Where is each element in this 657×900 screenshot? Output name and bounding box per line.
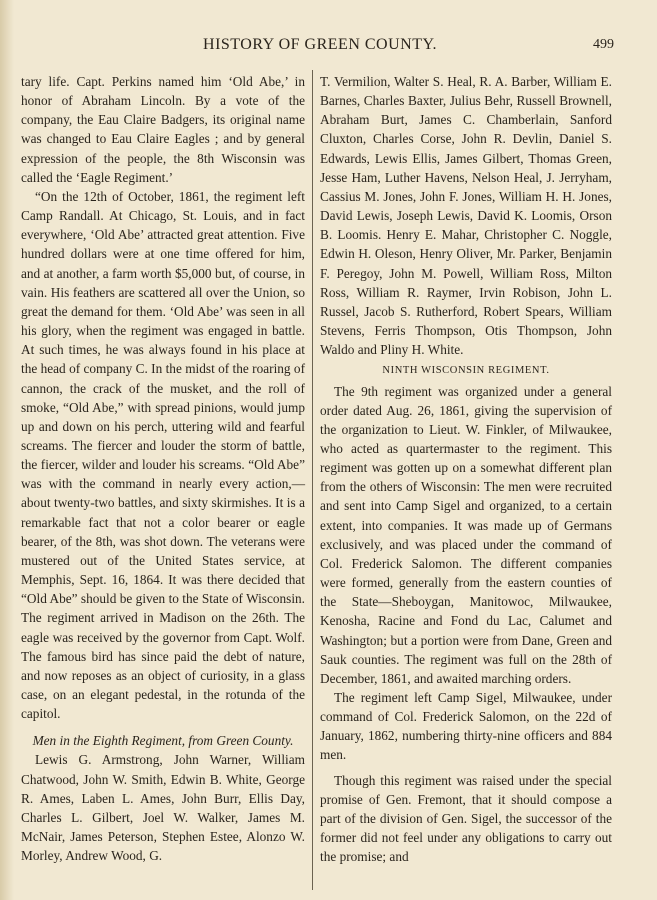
right-paragraph-4: Though this regiment was raised under the special promise of Gen. Fremont, that it should compose a part of the division of Gen. Sigel, the successor of the former did not feel under any obligations to carry out the promise; and [320, 772, 612, 865]
right-paragraph-1: T. Vermilion, Walter S. Heal, R. A. Barber, William E. Barnes, Charles Baxter, Julius Behr, Russell Brownell, Abraham Burt, James C. Chamberlain, Sanford Cluxton, Charles Corse, John R. Devlin, Daniel S. Edwards, Lewis Ellis, James Gilbert, Thomas Green, Jesse Ham, Luther Havens, Nelson Heal, J. Jerryham, Cassius M. Jones, John F. Jones, William H. H. Jones, David Lewis, Joseph Lewis, David K. Loomis, Orson B. Loomis. Henry E. Mahar, Christopher C. Noggle, Edwin H. Oleson, Henry Oliver, Mr. Parker, Benjamin F. Peregoy, John M. Powell, William Ross, Milton Ross, William R. Raymer, Irvin Robison, John L. Russel, Jacob S. Rutherford, Robert Spears, William Stevens, Ferris Thompson, Otis Thompson, John Waldo and Pliny H. White. [320, 74, 612, 358]
left-paragraph-2: “On the 12th of October, 1861, the regiment left Camp Randall. At Chicago, St. Louis, and in fact everywhere, ‘Old Abe’ attracted great attention. Five hundred dollars were at one time offered for him, and at another, a farm worth $5,000 but, of course, in vain. His feathers are scattered all over the Union, so great the demand for them. ‘Old Abe’ was seen in all his glory, when the regiment was engaged in battle. At such times, he was always found in his place at the head of company C. In the midst of the roaring of cannon, the crack of the musket, and the roll of smoke, “Old Abe,” with spread pinions, would jump up and down on his perch, uttering wild and fearful screams. The fiercer and louder the storm of battle, the fiercer, wilder and louder his screams. “Old Abe” was with the command in nearly every action,—about twenty-two battles, and sixty skirmishes. It is a remarkable fact that not a color bearer or eagle bearer, of the 8th, was shot down. The veterans were mustered out of the United States service, at Memphis, Sept. 16, 1864. It was there decided that “Old Abe” should be given to the State of Wisconsin. The regiment arrived in Madison on the 26th. The eagle was received by the governor from Capt. Wolf. The famous bird has since paid the debt of nature, and now reposes as an object of curiosity, in a glass case, on an elegant pedestal, in the rotunda of the capitol. [21, 188, 305, 722]
column-divider [312, 70, 313, 890]
page-gutter-shadow [0, 0, 14, 900]
running-title: HISTORY OF GREEN COUNTY. [203, 36, 437, 53]
left-column [21, 72, 305, 865]
right-paragraph-2: The 9th regiment was organized under a general order dated Aug. 26, 1861, giving the supervision of the organization to Lieut. W. Finkler, of Milwaukee, who acted as quartermaster to the regiment. This regiment was gotten up on a somewhat different plan from the others of Wisconsin: The men were recruited and sent into Camp Sigel and organized, to a certain extent, into companies. It was made up of Germans exclusively, and was placed under the command of Col. Frederick Salomon. The different companies were formed, generally from the eastern counties of the State—Sheboygan, Manitowoc, Milwaukee, Kenosha, Racine and Fond du Lac, Calumet and Washington; but a portion were from Dane, Green and Sauk counties. The regiment was full on the 28th of December, 1861, and awaited marching orders. [320, 383, 612, 686]
left-paragraph-1: tary life. Capt. Perkins named him ‘Old Abe,’ in honor of Abraham Lincoln. By a vote of the company, the Eau Claire Badgers, its original name was changed to Eau Claire Eagles ; and by general expression of the people, the 8th Wisconsin was called the ‘Eagle Regiment.’ [21, 74, 305, 185]
right-paragraph-3: The regiment left Camp Sigel, Milwaukee, under command of Col. Frederick Salomon, on the 22d of January, 1862, numbering thirty-nine officers and 884 men. [320, 690, 612, 763]
right-column [320, 72, 612, 866]
section-subheading: NINTH WISCONSIN REGIMENT. [382, 365, 550, 377]
page-header [0, 36, 657, 58]
left-paragraph-3: Lewis G. Armstrong, John Warner, William Chatwood, John W. Smith, Edwin B. White, George R. Ames, Laben L. Ames, John Burr, Ellis Day, Charles L. Gilbert, Joel W. Walker, James M. McNair, James Peterson, Stephen Estee, Alonzo W. Morley, Andrew Wood, G. [21, 752, 305, 864]
page-number: 499 [593, 37, 614, 52]
section-italic-heading: Men in the Eighth Regiment, from Green County. [32, 733, 294, 749]
